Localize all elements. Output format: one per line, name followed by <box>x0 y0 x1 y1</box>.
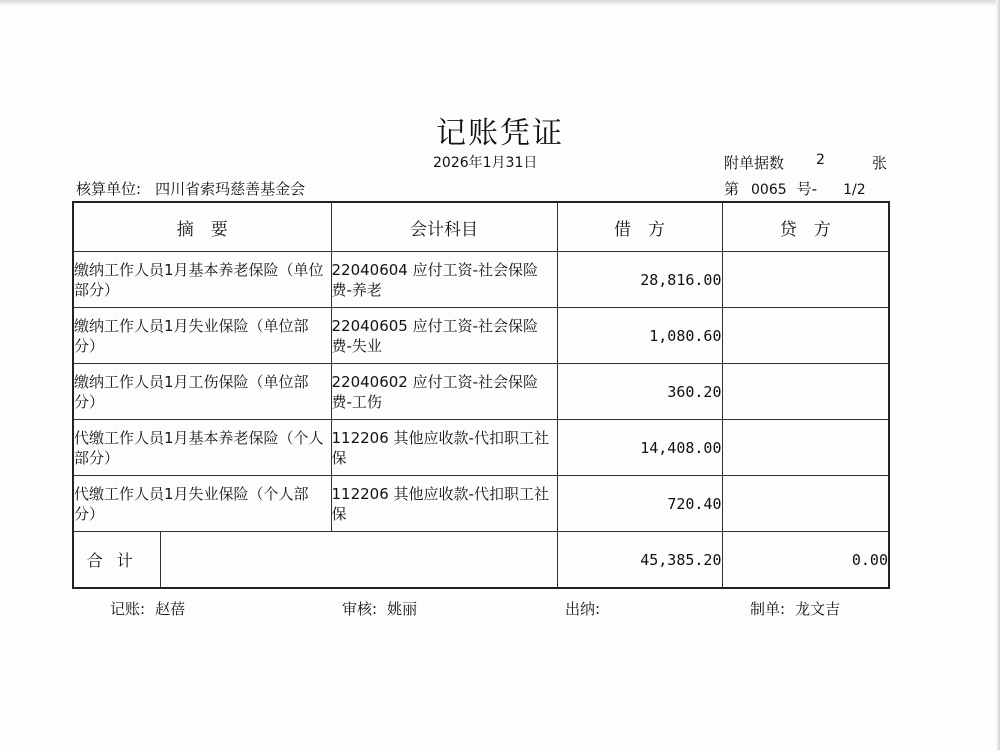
preparer-name: 龙文吉 <box>795 600 841 618</box>
table-header <box>73 202 889 252</box>
entry-summary: 代缴工作人员1月失业保险（个人部分） <box>73 476 331 532</box>
entry-credit <box>722 420 889 476</box>
entry-summary: 缴纳工作人员1月失业保险（单位部分） <box>73 308 331 364</box>
total-debit: 45,385.20 <box>557 532 722 589</box>
header-credit: 贷 方 <box>722 202 889 252</box>
attachments-unit: 张 <box>872 154 888 172</box>
header-summary: 摘 要 <box>73 202 331 252</box>
entry-summary: 代缴工作人员1月基本养老保险（个人部分） <box>73 420 331 476</box>
table-row <box>73 308 889 364</box>
preparer-label: 制单: <box>750 600 786 618</box>
entry-credit <box>722 252 889 308</box>
organization-label: 核算单位: <box>76 180 142 198</box>
entry-debit: 28,816.00 <box>557 252 722 308</box>
entry-account: 112206 其他应收款-代扣职工社保 <box>331 420 557 476</box>
voucher-suffix: 号- <box>796 180 818 198</box>
organization <box>76 178 305 199</box>
entry-account: 112206 其他应收款-代扣职工社保 <box>331 476 557 532</box>
voucher-page: 1/2 <box>843 182 866 198</box>
voucher-prefix: 第 <box>724 180 740 198</box>
footer-reviewer <box>342 598 417 619</box>
entry-summary: 缴纳工作人员1月工伤保险（单位部分） <box>73 364 331 420</box>
entry-account: 22040605 应付工资-社会保险费-失业 <box>331 308 557 364</box>
voucher-number <box>724 178 866 199</box>
voucher-table <box>72 201 890 589</box>
entry-credit <box>722 476 889 532</box>
total-blank <box>160 532 557 589</box>
entry-debit: 1,080.60 <box>557 308 722 364</box>
table-row <box>73 364 889 420</box>
footer-bookkeeper <box>110 598 185 619</box>
entry-debit: 14,408.00 <box>557 420 722 476</box>
table-row <box>73 420 889 476</box>
voucher-number-value: 0065 <box>751 182 787 198</box>
entry-credit <box>722 364 889 420</box>
attachments-count: 2 <box>816 152 825 168</box>
bookkeeper-label: 记账: <box>110 600 146 618</box>
cashier-label: 出纳: <box>565 600 601 618</box>
scan-edge-top <box>0 0 1000 6</box>
entry-debit: 360.20 <box>557 364 722 420</box>
entry-debit: 720.40 <box>557 476 722 532</box>
entry-summary: 缴纳工作人员1月基本养老保险（单位部分） <box>73 252 331 308</box>
organization-name: 四川省索玛慈善基金会 <box>155 180 306 198</box>
total-label: 合计 <box>73 532 160 589</box>
total-row <box>73 532 889 589</box>
reviewer-name: 姚丽 <box>387 600 418 618</box>
entry-account: 22040604 应付工资-社会保险费-养老 <box>331 252 557 308</box>
voucher-date: 2026年1月31日 <box>433 155 538 171</box>
entry-account: 22040602 应付工资-社会保险费-工伤 <box>331 364 557 420</box>
bookkeeper-name: 赵蓓 <box>155 600 186 618</box>
attachments-label: 附单据数 <box>724 154 785 172</box>
table-row <box>73 476 889 532</box>
reviewer-label: 审核: <box>342 600 378 618</box>
total-credit: 0.00 <box>722 532 889 589</box>
table-row <box>73 252 889 308</box>
header-account: 会计科目 <box>331 202 557 252</box>
voucher-title: 记账凭证 <box>436 116 564 151</box>
header-debit: 借 方 <box>557 202 722 252</box>
entry-credit <box>722 308 889 364</box>
footer-cashier <box>565 598 610 619</box>
footer-preparer <box>750 598 840 619</box>
